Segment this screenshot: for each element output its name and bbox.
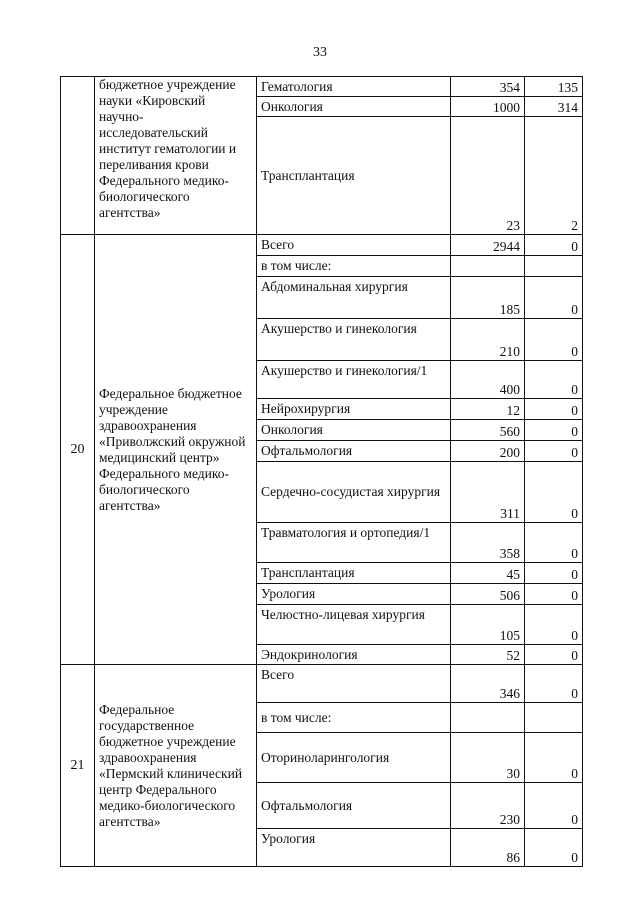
- value-cell: 0: [525, 319, 583, 361]
- value-cell: 0: [525, 361, 583, 399]
- profile-cell: Трансплантация: [257, 117, 451, 235]
- profile-cell: Акушерство и гинекология/1: [257, 361, 451, 399]
- value-cell: 45: [451, 563, 525, 584]
- profile-cell: Нейрохирургия: [257, 399, 451, 420]
- organization-cell: [95, 235, 257, 665]
- profile-cell: в том числе:: [257, 256, 451, 277]
- profile-cell: Офтальмология: [257, 441, 451, 462]
- row-number-cell: [61, 77, 95, 235]
- value-cell: 0: [525, 783, 583, 829]
- value-cell: 400: [451, 361, 525, 399]
- value-cell: 506: [451, 584, 525, 605]
- profile-cell: Абдоминальная хирургия: [257, 277, 451, 319]
- value-cell: 0: [525, 277, 583, 319]
- value-cell: 311: [451, 462, 525, 523]
- value-cell: 12: [451, 399, 525, 420]
- value-cell: 0: [525, 665, 583, 703]
- value-cell: 2: [525, 117, 583, 235]
- value-cell: 135: [525, 77, 583, 97]
- value-cell: [525, 703, 583, 733]
- value-cell: 52: [451, 645, 525, 665]
- value-cell: 0: [525, 584, 583, 605]
- value-cell: 0: [525, 441, 583, 462]
- value-cell: [451, 703, 525, 733]
- value-cell: 2944: [451, 235, 525, 256]
- organization-cell: [95, 665, 257, 867]
- value-cell: 105: [451, 605, 525, 645]
- value-cell: 0: [525, 605, 583, 645]
- profile-cell: Всего: [257, 665, 451, 703]
- value-cell: 0: [525, 563, 583, 584]
- value-cell: 354: [451, 77, 525, 97]
- value-cell: 86: [451, 829, 525, 867]
- profile-cell: Онкология: [257, 420, 451, 441]
- value-cell: 230: [451, 783, 525, 829]
- value-cell: 358: [451, 523, 525, 563]
- value-cell: 200: [451, 441, 525, 462]
- value-cell: 23: [451, 117, 525, 235]
- table-row: [61, 235, 583, 256]
- value-cell: 0: [525, 733, 583, 783]
- profile-cell: Урология: [257, 829, 451, 867]
- page-number: 33: [313, 45, 327, 60]
- value-cell: 314: [525, 97, 583, 117]
- value-cell: 0: [525, 420, 583, 441]
- profile-cell: Урология: [257, 584, 451, 605]
- profile-cell: Челюстно-лицевая хирургия: [257, 605, 451, 645]
- profile-cell: Трансплантация: [257, 563, 451, 584]
- profile-cell: Всего: [257, 235, 451, 256]
- value-cell: 0: [525, 399, 583, 420]
- profile-cell: Офтальмология: [257, 783, 451, 829]
- profile-cell: Эндокринология: [257, 645, 451, 665]
- profile-cell: Оториноларингология: [257, 733, 451, 783]
- organization-cell: [95, 77, 257, 235]
- value-cell: 185: [451, 277, 525, 319]
- value-cell: 0: [525, 235, 583, 256]
- value-cell: 0: [525, 829, 583, 867]
- profile-cell: Онкология: [257, 97, 451, 117]
- organization-name: бюджетное учреждение науки «Кировский научно-исследовательский институт гематологии и переливания крови Федерального медико-биологического агентства»: [99, 77, 237, 220]
- value-cell: 346: [451, 665, 525, 703]
- value-cell: 0: [525, 645, 583, 665]
- profile-cell: Акушерство и гинекология: [257, 319, 451, 361]
- value-cell: 0: [525, 462, 583, 523]
- value-cell: [525, 256, 583, 277]
- hospital-table: [60, 76, 583, 867]
- organization-name: Федеральное бюджетное учреждение здравоохранения «Приволжский окружной медицинский центр» Федерального медико-биологического агентства»: [99, 385, 246, 513]
- value-cell: 30: [451, 733, 525, 783]
- profile-cell: в том числе:: [257, 703, 451, 733]
- profile-cell: Гематология: [257, 77, 451, 97]
- value-cell: 1000: [451, 97, 525, 117]
- row-number-cell: 20: [61, 235, 95, 665]
- organization-name: Федеральное государственное бюджетное учреждение здравоохранения «Пермский клинический центр Федерального медико-биологического агентства»: [99, 701, 243, 829]
- value-cell: [451, 256, 525, 277]
- profile-cell: Травматология и ортопедия/1: [257, 523, 451, 563]
- value-cell: 210: [451, 319, 525, 361]
- table-row: [61, 77, 583, 97]
- value-cell: 560: [451, 420, 525, 441]
- table-row: [61, 665, 583, 703]
- profile-cell: Сердечно-сосудистая хирургия: [257, 462, 451, 523]
- row-number-cell: 21: [61, 665, 95, 867]
- value-cell: 0: [525, 523, 583, 563]
